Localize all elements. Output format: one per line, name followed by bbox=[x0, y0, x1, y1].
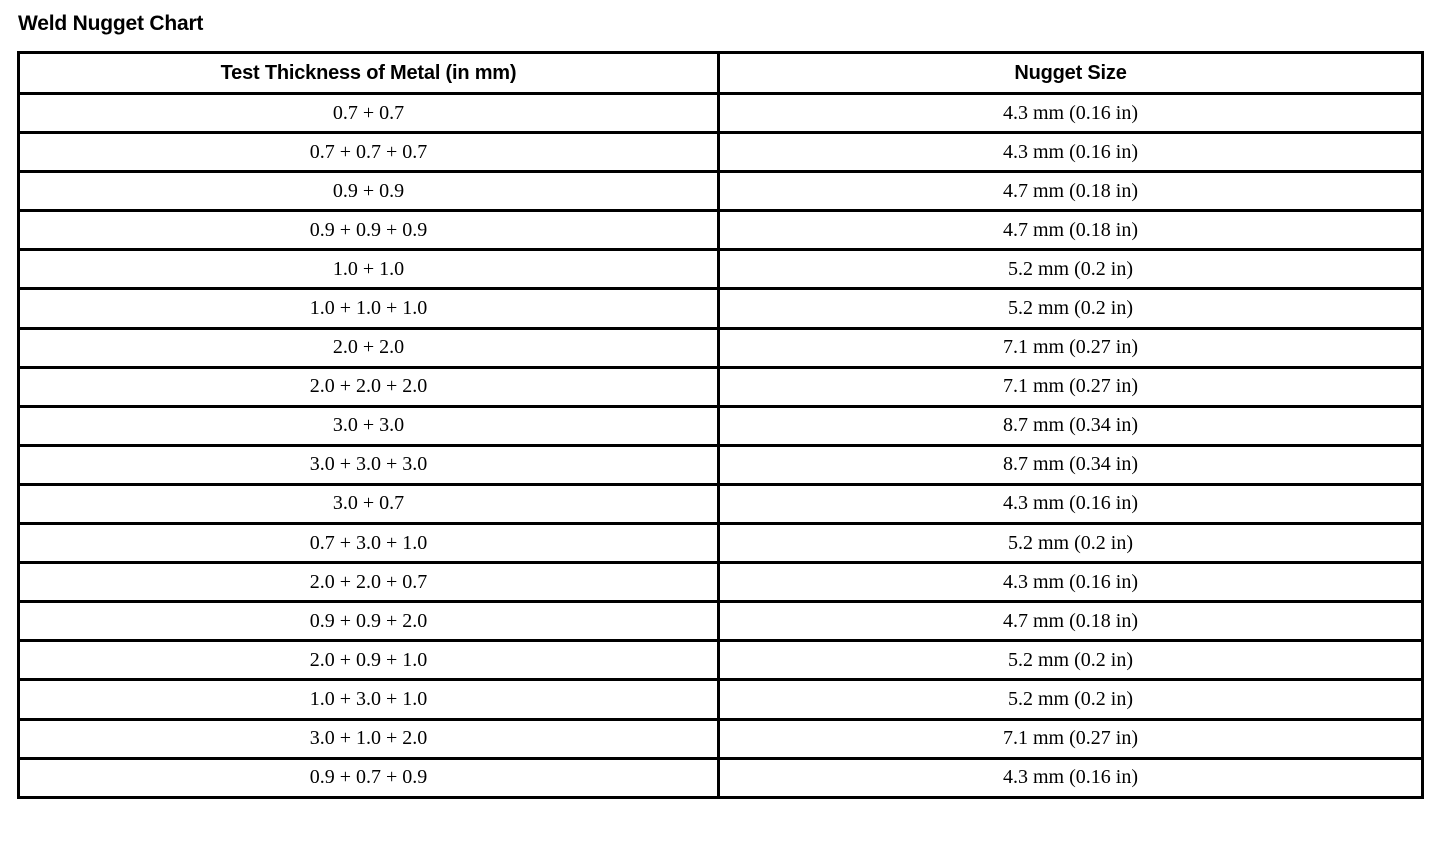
table-row bbox=[19, 484, 1423, 523]
table-row bbox=[19, 680, 1423, 719]
thickness-cell: 2.0 + 2.0 bbox=[19, 328, 719, 367]
thickness-cell: 1.0 + 1.0 + 1.0 bbox=[19, 289, 719, 328]
nugget-size-cell: 7.1 mm (0.27 in) bbox=[719, 328, 1423, 367]
nugget-size-cell: 4.7 mm (0.18 in) bbox=[719, 602, 1423, 641]
thickness-cell: 3.0 + 0.7 bbox=[19, 484, 719, 523]
table-row bbox=[19, 133, 1423, 172]
thickness-cell: 3.0 + 1.0 + 2.0 bbox=[19, 719, 719, 758]
table-row bbox=[19, 563, 1423, 602]
thickness-cell: 2.0 + 0.9 + 1.0 bbox=[19, 641, 719, 680]
nugget-size-cell: 5.2 mm (0.2 in) bbox=[719, 289, 1423, 328]
nugget-size-cell: 4.3 mm (0.16 in) bbox=[719, 133, 1423, 172]
nugget-size-cell: 5.2 mm (0.2 in) bbox=[719, 641, 1423, 680]
thickness-cell: 2.0 + 2.0 + 2.0 bbox=[19, 367, 719, 406]
table-row bbox=[19, 758, 1423, 797]
nugget-size-cell: 5.2 mm (0.2 in) bbox=[719, 524, 1423, 563]
table-row bbox=[19, 406, 1423, 445]
page-title: Weld Nugget Chart bbox=[18, 12, 204, 35]
nugget-size-cell: 7.1 mm (0.27 in) bbox=[719, 367, 1423, 406]
thickness-cell: 0.9 + 0.7 + 0.9 bbox=[19, 758, 719, 797]
nugget-size-cell: 8.7 mm (0.34 in) bbox=[719, 406, 1423, 445]
nugget-size-cell: 4.3 mm (0.16 in) bbox=[719, 563, 1423, 602]
weld-nugget-table bbox=[17, 51, 1424, 799]
table-row bbox=[19, 602, 1423, 641]
table-row bbox=[19, 172, 1423, 211]
table-row bbox=[19, 719, 1423, 758]
column-header-thickness: Test Thickness of Metal (in mm) bbox=[19, 53, 719, 94]
thickness-cell: 0.7 + 0.7 + 0.7 bbox=[19, 133, 719, 172]
thickness-cell: 0.9 + 0.9 + 2.0 bbox=[19, 602, 719, 641]
thickness-cell: 3.0 + 3.0 + 3.0 bbox=[19, 445, 719, 484]
nugget-size-cell: 4.3 mm (0.16 in) bbox=[719, 484, 1423, 523]
thickness-cell: 1.0 + 3.0 + 1.0 bbox=[19, 680, 719, 719]
thickness-cell: 0.7 + 3.0 + 1.0 bbox=[19, 524, 719, 563]
table-header-row bbox=[19, 53, 1423, 94]
nugget-size-cell: 5.2 mm (0.2 in) bbox=[719, 680, 1423, 719]
thickness-cell: 2.0 + 2.0 + 0.7 bbox=[19, 563, 719, 602]
table-row bbox=[19, 641, 1423, 680]
thickness-cell: 0.7 + 0.7 bbox=[19, 94, 719, 133]
table-row bbox=[19, 250, 1423, 289]
nugget-size-cell: 4.7 mm (0.18 in) bbox=[719, 172, 1423, 211]
table-row bbox=[19, 524, 1423, 563]
table-row bbox=[19, 211, 1423, 250]
nugget-size-cell: 4.7 mm (0.18 in) bbox=[719, 211, 1423, 250]
nugget-size-cell: 4.3 mm (0.16 in) bbox=[719, 94, 1423, 133]
nugget-size-cell: 5.2 mm (0.2 in) bbox=[719, 250, 1423, 289]
thickness-cell: 0.9 + 0.9 bbox=[19, 172, 719, 211]
nugget-size-cell: 7.1 mm (0.27 in) bbox=[719, 719, 1423, 758]
nugget-size-cell: 8.7 mm (0.34 in) bbox=[719, 445, 1423, 484]
nugget-size-cell: 4.3 mm (0.16 in) bbox=[719, 758, 1423, 797]
thickness-cell: 1.0 + 1.0 bbox=[19, 250, 719, 289]
table-row bbox=[19, 328, 1423, 367]
thickness-cell: 3.0 + 3.0 bbox=[19, 406, 719, 445]
table-row bbox=[19, 94, 1423, 133]
table-row bbox=[19, 289, 1423, 328]
table-row bbox=[19, 367, 1423, 406]
column-header-nugget-size: Nugget Size bbox=[719, 53, 1423, 94]
table-row bbox=[19, 445, 1423, 484]
thickness-cell: 0.9 + 0.9 + 0.9 bbox=[19, 211, 719, 250]
